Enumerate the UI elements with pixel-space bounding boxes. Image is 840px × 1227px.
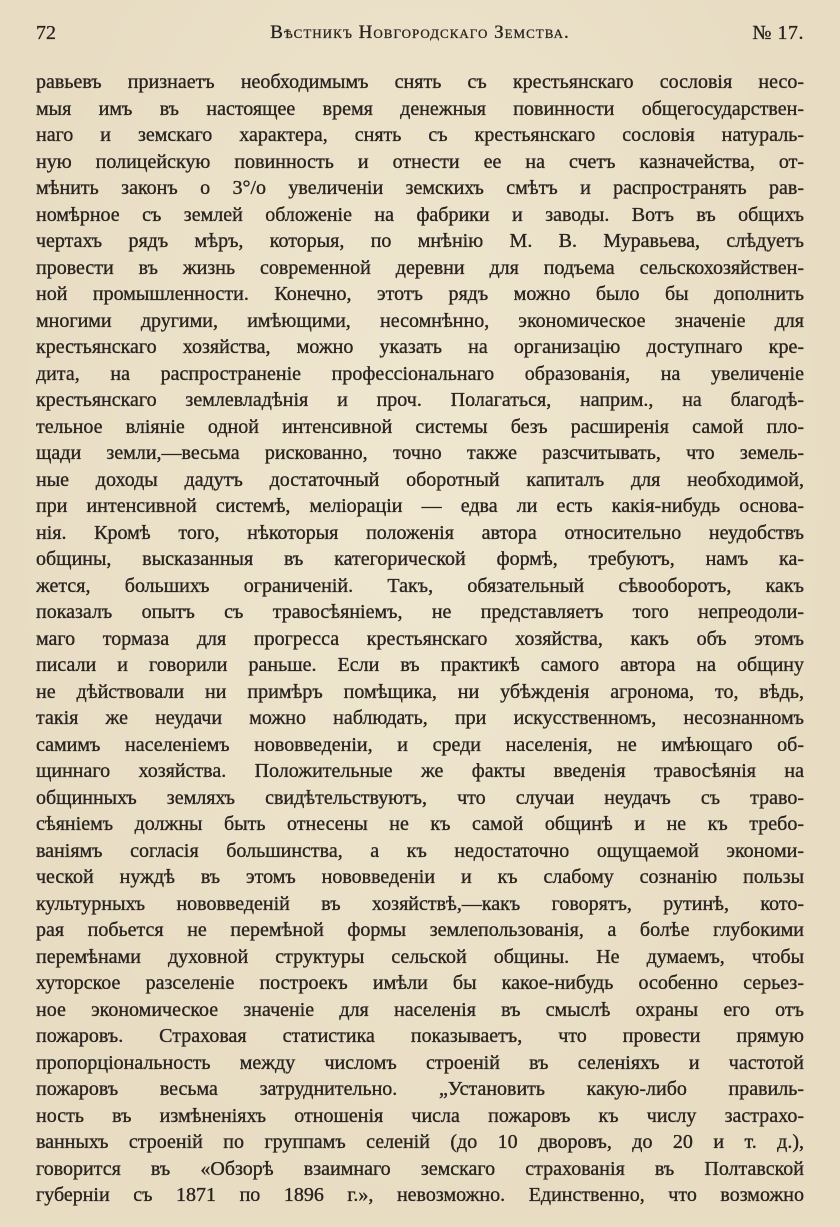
text-line: номѣрное съ землей обложеніе на фабрики и заводы. Вотъ въ общихъ bbox=[36, 203, 804, 226]
text-line: ной промышленности. Конечно, этотъ рядъ можно было бы дополнить bbox=[36, 283, 804, 305]
text-line: писали и говорили раньше. Если въ практикѣ самого автора на общину bbox=[36, 654, 804, 676]
running-header bbox=[36, 20, 804, 46]
body-text bbox=[36, 69, 804, 1209]
text-line: мыя имъ въ настоящее время денежныя повинности общегосударствен- bbox=[36, 97, 804, 120]
text-line: хуторское разселеніе построекъ имѣли бы какое-нибудь особенно серьез- bbox=[36, 972, 804, 994]
text-line: щиннаго хозяйства. Положительные же факты введенія травосѣянія на bbox=[36, 760, 804, 782]
issue-number: № 17. bbox=[752, 22, 804, 44]
text-line: дита, на распространеніе профессіональнаго образованія, на увеличеніе bbox=[36, 362, 804, 385]
text-line: перемѣнами духовной структуры сельской общины. Не думаемъ, чтобы bbox=[36, 945, 804, 968]
text-line: ванныхъ строеній по группамъ селеній (до 10 дворовъ, до 20 и т. д.), bbox=[36, 1131, 804, 1153]
text-line: говорится въ «Обзорѣ взаимнаго земскаго страхованія въ Полтавской bbox=[36, 1157, 804, 1180]
text-line: общинныхъ земляхъ свидѣтельствуютъ, что случаи неудачъ съ траво- bbox=[36, 786, 804, 809]
text-line: крестьянскаго хозяйства, можно указать на организацію доступнаго кре- bbox=[36, 336, 804, 358]
text-line: сѣяніемъ должны быть отнесены не къ самой общинѣ и не къ требо- bbox=[36, 813, 804, 835]
text-line: рая побьется не перемѣной формы землепользованія, а болѣе глубокими bbox=[36, 919, 804, 941]
text-line: ные доходы дадутъ достаточный оборотный капиталъ для необходимой, bbox=[36, 468, 804, 491]
text-line: чертахъ рядъ мѣръ, которыя, по мнѣнію М. В. Муравьева, слѣдуетъ bbox=[36, 230, 804, 252]
page-number: 72 bbox=[36, 22, 56, 44]
journal-title: Вѣстникъ Новгородскаго Земства. bbox=[270, 22, 570, 43]
text-line: не дѣйствовали ни примѣръ помѣщика, ни убѣжденія агронома, то, вѣдь, bbox=[36, 680, 804, 703]
text-line: ное экономическое значеніе для населенія въ смыслѣ охраны его отъ bbox=[36, 998, 804, 1021]
text-line: многими другими, имѣющими, несомнѣнно, экономическое значеніе для bbox=[36, 309, 804, 332]
text-line: ность въ измѣненіяхъ отношенія числа пожаровъ къ числу застрахо- bbox=[36, 1104, 804, 1127]
text-line: нія. Кромѣ того, нѣкоторыя положенія автора относительно неудобствъ bbox=[36, 521, 804, 544]
text-line: жется, большихъ ограниченій. Такъ, обязательный сѣвооборотъ, какъ bbox=[36, 574, 804, 597]
text-line: равьевъ признаетъ необходимымъ снять съ крестьянскаго сословія несо- bbox=[36, 71, 804, 93]
text-line: провести въ жизнь современной деревни для подъема сельскохозяйствен- bbox=[36, 256, 804, 279]
text-line: самимъ населеніемъ нововведеніи, и среди населенія, не имѣющаго об- bbox=[36, 733, 804, 756]
text-line: наго и земскаго характера, снять съ крестьянскаго сословія натураль- bbox=[36, 124, 804, 146]
text-line: маго тормаза для прогресса крестьянскаго хозяйства, какъ объ этомъ bbox=[36, 627, 804, 650]
text-line: общины, высказанныя въ категорической формѣ, требуютъ, намъ ка- bbox=[36, 548, 804, 570]
text-line: при интенсивной системѣ, меліораціи — едва ли есть какія-нибудь основа- bbox=[36, 495, 804, 517]
text-line: ваніямъ согласія большинства, а къ недостаточно ощущаемой экономи- bbox=[36, 839, 804, 862]
text-line: ную полицейскую повинность и отнести ее на счетъ казначейства, от- bbox=[36, 150, 804, 173]
text-line: тельное вліяніе одной интенсивной системы безъ расширенія самой пло- bbox=[36, 415, 804, 438]
text-line: культурныхъ нововведеній въ хозяйствѣ,—какъ говорятъ, рутинѣ, кото- bbox=[36, 892, 804, 915]
text-line: пожаровъ. Страховая статистика показываетъ, что провести прямую bbox=[36, 1025, 804, 1047]
text-line: крестьянскаго землевладѣнія и проч. Полагаться, наприм., на благодѣ- bbox=[36, 389, 804, 411]
text-line: щади земли,—весьма рискованно, точно также разсчитывать, что земель- bbox=[36, 442, 804, 464]
text-line: губерніи съ 1871 по 1896 г.», невозможно. Единственно, что возможно bbox=[36, 1184, 804, 1206]
text-line: показалъ опытъ съ травосѣяніемъ, не представляетъ того непреодоли- bbox=[36, 601, 804, 623]
text-line: мѣнить законъ о 3°/о увеличеніи земскихъ смѣтъ и распространять рав- bbox=[36, 177, 804, 199]
text-line: пропорціональность между числомъ строеній въ селеніяхъ и частотой bbox=[36, 1051, 804, 1074]
text-line: ческой нуждѣ въ этомъ нововведеніи и къ слабому сознанію пользы bbox=[36, 866, 804, 888]
text-line: пожаровъ весьма затруднительно. „Установить какую-либо правиль- bbox=[36, 1078, 804, 1100]
text-line: такія же неудачи можно наблюдать, при искусственномъ, несознанномъ bbox=[36, 707, 804, 729]
